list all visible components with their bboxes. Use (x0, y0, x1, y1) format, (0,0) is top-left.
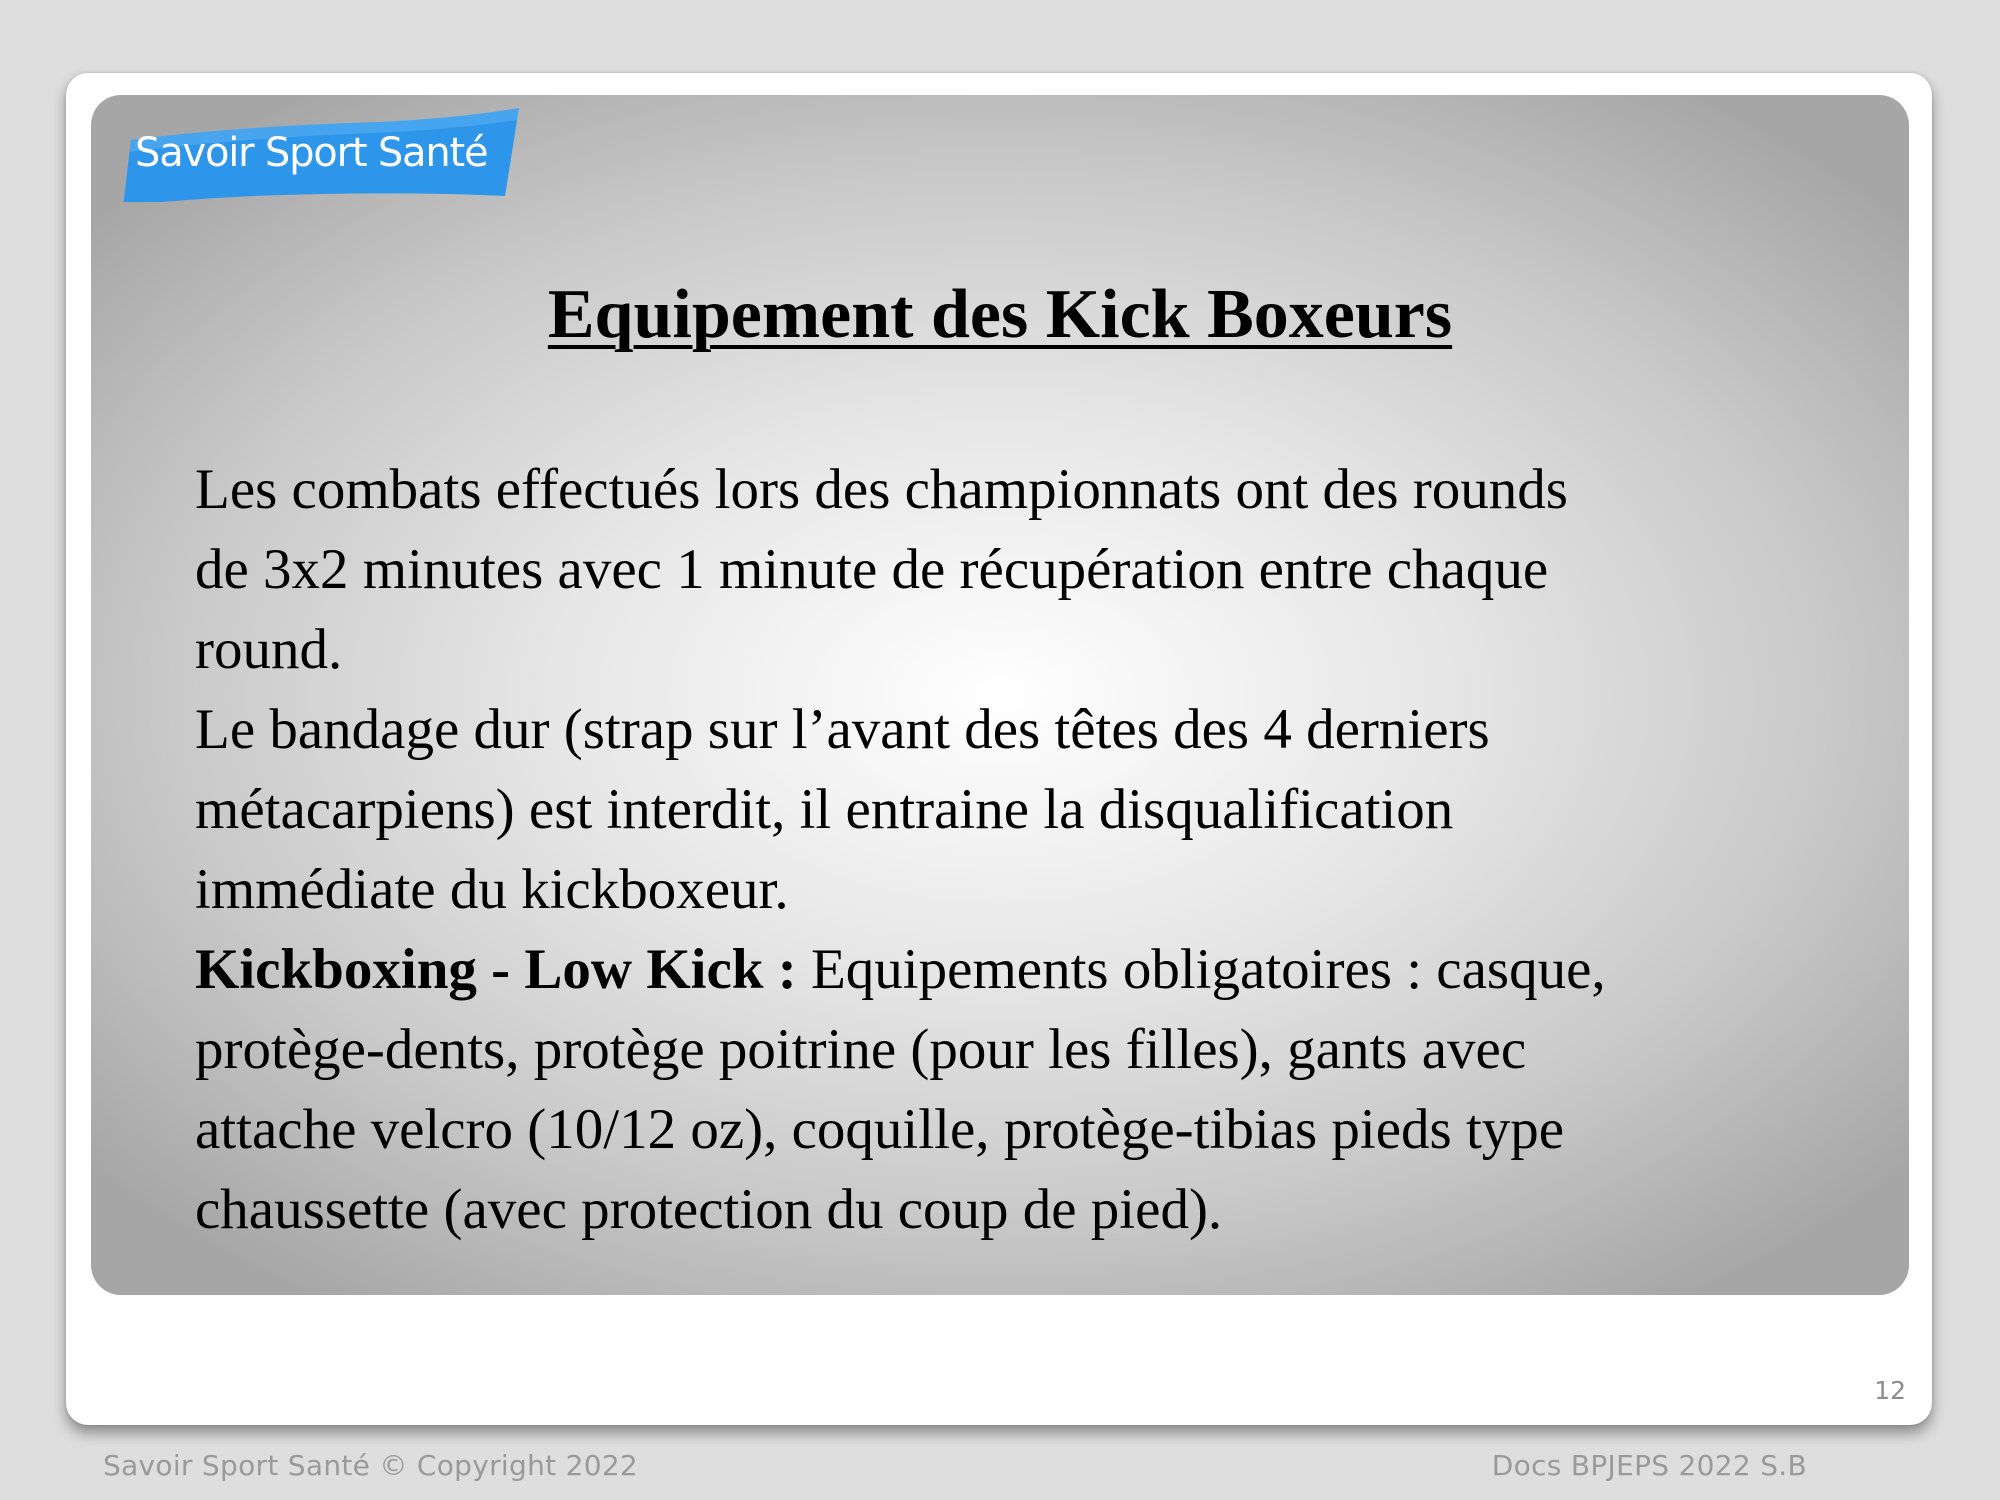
text-line: de 3x2 minutes avec 1 minute de récupération entre chaque (195, 538, 1549, 601)
text-line: chaussette (avec protection du coup de pied). (195, 1178, 1223, 1241)
content-panel (91, 95, 1909, 1295)
slide (66, 73, 1932, 1425)
text-line: protège-dents, protège poitrine (pour les filles), gants avec (195, 1018, 1527, 1081)
text-line: Le bandage dur (strap sur l’avant des têtes des 4 derniers (195, 698, 1490, 761)
slide-body (195, 450, 1895, 1250)
paragraph-combats (195, 450, 1895, 690)
text-line: métacarpiens) est interdit, il entraine la disqualification (195, 778, 1454, 841)
footer-copyright: Savoir Sport Santé © Copyright 2022 (103, 1449, 639, 1482)
text-line: immédiate du kickboxeur. (195, 858, 789, 921)
paragraph-bandage (195, 690, 1895, 930)
equipment-heading: Kickboxing - Low Kick : (195, 938, 797, 1001)
text-line: round. (195, 618, 343, 681)
slide-title: Equipement des Kick Boxeurs (547, 276, 1453, 353)
text-line: Les combats effectués lors des championnats ont des rounds (195, 458, 1568, 521)
logo (121, 100, 521, 202)
paragraph-equipment (195, 930, 1895, 1250)
page-number: 12 (1874, 1376, 1906, 1405)
footer-docs: Docs BPJEPS 2022 S.B (1491, 1449, 1807, 1482)
text-line: Equipements obligatoires : casque, (796, 938, 1606, 1001)
logo-text: Savoir Sport Santé (135, 130, 488, 176)
text-line: attache velcro (10/12 oz), coquille, protège-tibias pieds type (195, 1098, 1565, 1161)
